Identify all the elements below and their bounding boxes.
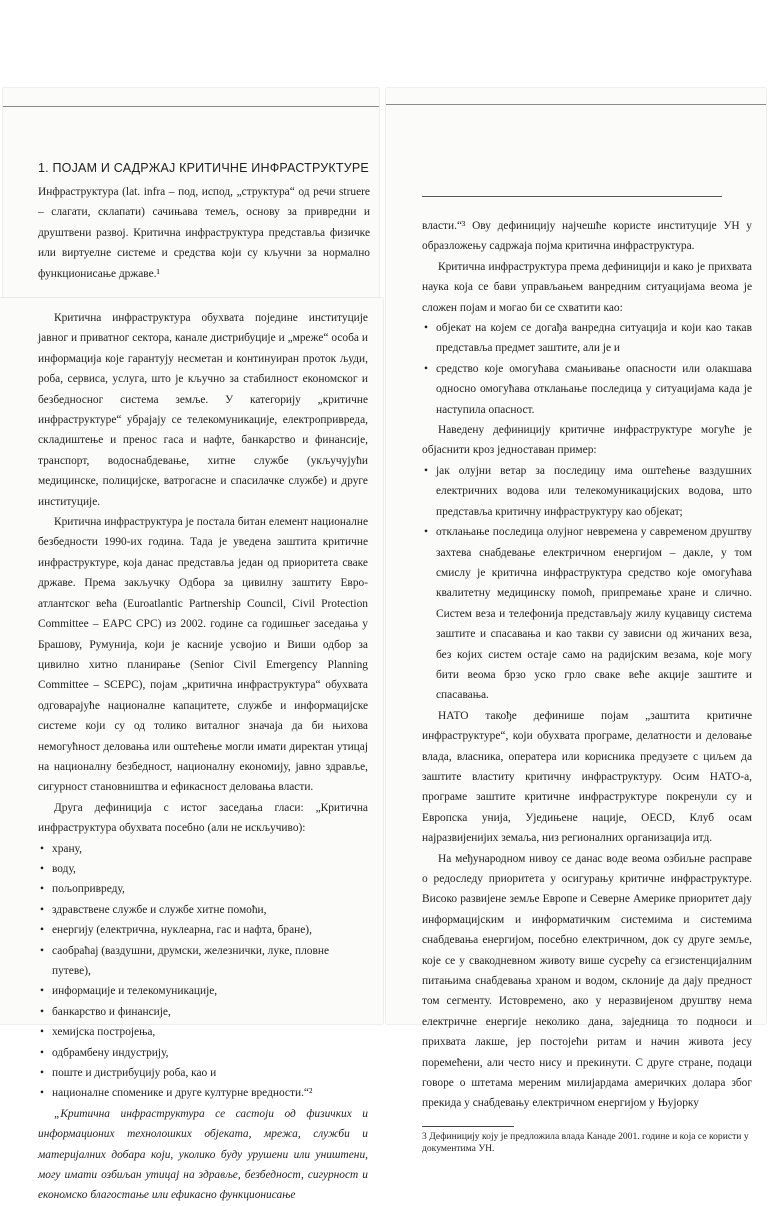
list-item: • саобраћај (ваздушни, друмски, железнички, луке, пловне путеве), xyxy=(38,941,368,982)
definition-quote: „Критична инфраструктура се састоји од физичких и информационих технолошких објеката, мрежа, служби и материјалних добара који, уколико буду урушени или уништени, могу имати озбиљан утицај на здравље, безбедност, сигурност и економско благостање или ефикасно функционисање xyxy=(38,1107,368,1202)
paragraph-3: Друга дефиниција с истог заседања гласи: „Критична инфраструктура обухвата посебно (али не искључиво): xyxy=(38,801,368,835)
list-item: • информације и телекомуникације, xyxy=(38,981,368,1001)
page-edge-line xyxy=(3,106,379,107)
list-item: • воду, xyxy=(38,859,368,879)
list-item: • здравствене службе и службе хитне помоћи, xyxy=(38,900,368,920)
list-item: • пољопривреду, xyxy=(38,879,368,899)
left-top-content xyxy=(38,161,370,284)
paragraph-3: НАТО такође дефинише појам „заштита критичне инфраструктуре“, који обухвата програме, делатности и деловање влада, власника, оператера или корисника предузете с циљем да заштите властиту критичну инфраструктуру. Осим НАТО-а, програме заштите критичне инфраструктуре покренули су и Европска унија, Уједињене нације, OECD, Клуб осам најразвијенијих земаља, низ регионалних организација итд. xyxy=(422,709,752,845)
list-item: • објекат на којем се догађа ванредна ситуација и који као такав представља предмет заштите, али је и xyxy=(422,318,752,359)
list-item: • јак олујни ветар за последицу има оштећење ваздушних електричних водова или телекомуникацијских водова, што представља критичну инфраструктуру као објекат; xyxy=(422,461,752,522)
list-item: • средство које омогућава смањивање опасности или олакшава односно омогућава отклањање последица у ситуацијама када је наступила опасност. xyxy=(422,359,752,420)
continued-paragraph: власти.“³ Ову дефиницију најчешће користе институције УН у образложењу садржаја појма критична инфраструктура. xyxy=(422,220,752,253)
list-item: • одбрамбену индустрију, xyxy=(38,1043,368,1063)
infrastructure-list xyxy=(38,839,368,1104)
paragraph-2: Критична инфраструктура је постала битан елемент националне безбедности 1990-их година. Тада је уведена заштита критичне инфраструктуре, која данас представља један од приоритета сваке државе. Према закључку Одбора за цивилну заштиту Евро-атлантског већа (Euroatlantic Partnership Council, Civil Protection Committee – EAPC CPC) из 2002. године са годишњег заседања у Брашову, Румунија, који је касније усвојио и Виши одбор за цивилно хитно планирање (Senior Civil Emergency Planning Committee – SCEPC), појам „критична инфраструктура“ обухвата одговарајуће националне капацитете, службе и информацијске системе који су од толико виталног значаја да би њихова немогућност деловања или оштећење могли имати директан утицај на националну безбедност, националну економију, јавно здравље, сигурност становништва и ефикасност деловања власти. xyxy=(38,516,368,794)
left-top-page-fragment xyxy=(3,88,379,298)
intro-paragraph: Инфраструктура (lat. infra – под, испод, „структура“ од речи struere – слагати, склапати) сачињава темељ, основу за привредни и друштвени развој. Критична инфраструктура представља физичке или виртуелне системе и средства који су кључни за нормално функционисање државе.¹ xyxy=(38,186,370,280)
header-rule xyxy=(422,196,722,197)
right-page xyxy=(386,88,766,1155)
list-item: • поште и дистрибуцију роба, као и xyxy=(38,1063,368,1083)
left-bottom-page xyxy=(0,298,383,1202)
list-item: • храну, xyxy=(38,839,368,859)
page-edge-line xyxy=(386,104,766,105)
footnote: 3 Дефиницију коју је предложила влада Канаде 2001. године и која се користи у документима УН. xyxy=(422,1130,749,1155)
list-item: • банкарство и финансије, xyxy=(38,1002,368,1022)
list-item: • националне споменике и друге културне вредности.“² xyxy=(38,1083,368,1103)
section-heading: 1. ПОЈАМ И САДРЖАЈ КРИТИЧНЕ ИНФРАСТРУКТУРЕ xyxy=(38,161,369,175)
left-bottom-content xyxy=(38,308,368,1206)
paragraph-4: На међународном нивоу се данас воде веома озбиљне расправе о редоследу приоритета у осигурању критичне инфраструктуре. Високо развијене земље Европе и Северне Америке приоритет дају информацијским и информатичким системима и системима снабдевања енергијом, посебно електричном, док су друге земље, које се у свакодневном животу више сусрећу са егзистенцијалним питањима снабдевања храном и водом, склоније да дају предност том сегменту. Истовремено, ако у неразвијеном друштву нема електричне енергије неколико дана, заједница то подноси и прихвата лакше, јер постојећи ритам и начин живота јесу поремећени, али често нису и прекинути. С друге стране, подаци говоре о штетама мереним милијардама америчких долара због прекида у снабдевању електричном енергијом у Њујорку xyxy=(422,852,752,1110)
paragraph-1: Критична инфраструктура према дефиницији и како је прихвата наука која се бави управљањем ванредним ситуацијама веома је сложен појам и могао би се схватити као: xyxy=(422,260,752,314)
list-item: • енергију (електрична, нуклеарна, гас и нафта, бране), xyxy=(38,920,368,940)
paragraph-2: Наведену дефиницију критичне инфраструктуре могуће је објаснити кроз једноставан пример: xyxy=(422,424,752,457)
list-item: • хемијска постројења, xyxy=(38,1022,368,1042)
definition-list xyxy=(422,318,752,420)
example-list xyxy=(422,461,752,706)
paragraph-1: Критична инфраструктура обухвата поједине институције јавног и приватног сектора, канале дистрибуције и „мреже“ особа и информација које гарантују несметан и континуиран проток људи, роба, сервиса, услуга, што је кључно за стабилност економског и безбедносног система земље. У категорију „критичне инфраструктуре“ убрајају се телекомуникације, електропривреда, складиштење и пренос гаса и нафте, банкарство и финансије, транспорт, водоснабдевање, хитне службе (укључујући медицинске, полицијске, ватрогасне и спасилачке службе) и друге институције. xyxy=(38,312,368,508)
right-content xyxy=(422,216,752,1156)
list-item: • отклањање последица олујног невремена у савременом друштву захтева снабдевање електричном енергијом – дакле, у том смислу је критична инфраструктура средство које омогућава квалитетну медицинску помоћ, припремање хране и слично. Систем веза и телефонија представљају жилу куцавицу система заштите и спасавања и као такви су зависни од жичаних веза, без којих систем остаје само на радијским везама, које могу бити веома брзо уско грло сваке веће акције заштите и спасавања. xyxy=(422,522,752,706)
footnote-rule xyxy=(422,1126,514,1127)
